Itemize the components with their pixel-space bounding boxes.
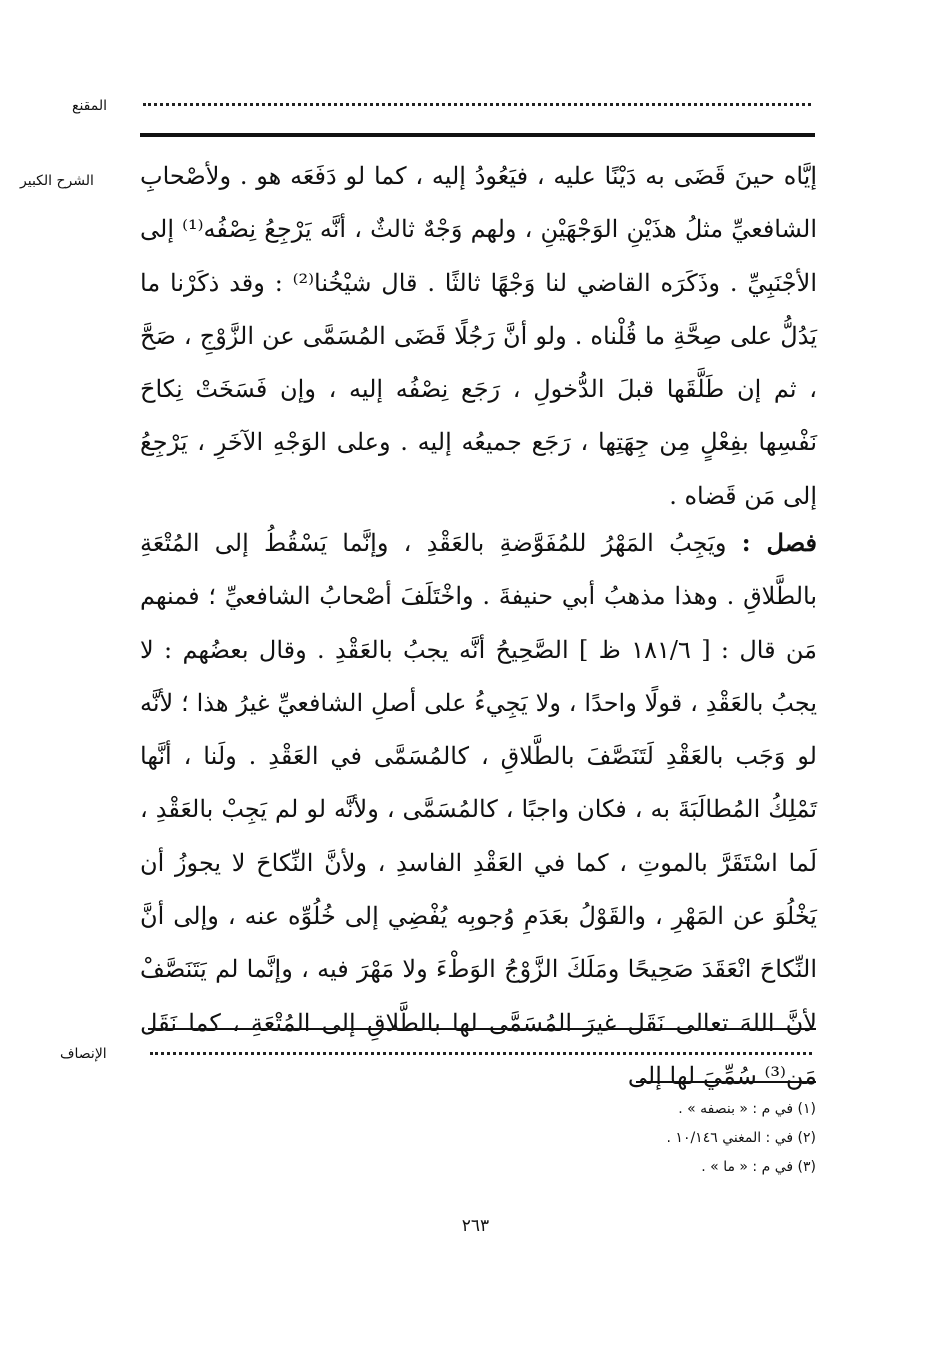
sidebar-label-insaf: الإنصاف bbox=[60, 1046, 107, 1062]
footnotes bbox=[400, 1095, 816, 1182]
sidebar-label-sharh-kabir: الشرح الكبير bbox=[20, 173, 94, 189]
paragraph-2-container bbox=[140, 516, 817, 1103]
footnote-3: (٣) في م : « ما » . bbox=[701, 1159, 816, 1175]
footnote-2: (٢) في : المغني ١٠/١٤٦ . bbox=[666, 1130, 816, 1146]
paragraph-1 bbox=[140, 150, 817, 523]
header-divider bbox=[140, 133, 815, 137]
paragraph-2-text: ويَجِبُ المَهْرُ للمُفَوَّضةِ بالعَقْدِ ، وإنَّما يَسْقُطُ إلى المُتْعَةِ بالطَّلاقِ . وهذا مذهبُ أبي حنيفةَ . واخْتَلَفَ أصْحابُ الشافعيِّ ؛ فمنهم مَن قال : [ ١٨١/٦ ظ ] الصَّحِيحُ أنَّه يجبُ بالعَقْدِ . وقال بعضُهم : لا يجبُ بالعَقْدِ ، قولًا واحدًا ، ولا يَجِيءُ على أصلِ الشافعيِّ غيرُ هذا ؛ لأنَّه لو وَجَب بالعَقْدِ لَتَنَصَّفَ بالطَّلاقِ ، كالمُسَمَّى في العَقْدِ . ولَنا ، أنَّها تَمْلِكُ المُطالَبَةَ به ، فكان واجبًا ، كالمُسَمَّى ، ولأنَّه لو لم يَجِبْ بالعَقْدِ ، لَما اسْتَقَرَّ بالموتِ ، كما في العَقْدِ الفاسدِ ، ولأنَّ النِّكاحَ لا يجوزُ أن يَخْلُوَ عن المَهْرِ ، والقَوْلُ بعَدَمِ وُجوبِه يُفْضِي إلى خُلُوِّه عنه ، وإلى أنَّ النِّكاحَ انْعَقَدَ صَحِيحًا ومَلَكَ الزَّوْجُ الوَطْءَ ولا مَهْرَ فيه ، وإنَّما لم يَتَنَصَّفْ لأنَّ اللهَ تعالى نَقَل غيرَ المُسَمَّى لها بالطَّلاقِ إلى المُتْعَةِ ، كما نَقَل مَن⁽³⁾ سُمِّيَ لها إلى bbox=[140, 529, 818, 1090]
paragraph-2 bbox=[140, 516, 817, 1103]
page-number: ٢٦٣ bbox=[461, 1216, 490, 1236]
header-label-muqni: المقنع bbox=[72, 98, 108, 114]
paragraph-1-text: إيَّاه حينَ قَضَى به دَيْنًا عليه ، فيَعُودُ إليه ، كما لو دَفَعَه هو . ولأصْحابِ الشافعيِّ مثلُ هذَيْنِ الوَجْهَيْنِ ، ولهم وَجْهٌ ثالثٌ ، أنَّه يَرْجِعُ نِصْفُه⁽¹⁾ إلى الأجْنَبِيِّ . وذَكَرَه القاضي لنا وَجْهًا ثالثًا . قال شيْخُنا⁽²⁾ : وقد ذكَرْنا ما يَدُلُّ على صِحَّةِ ما قُلْناه . ولو أنَّ رَجُلًا قَضَى المُسَمَّى عن الزَّوْجِ ، صَحَّ ، ثم إن طَلَّقَها قبلَ الدُّخولِ ، رَجَع نِصْفُه إليه ، وإن فَسَخَتْ نِكاحَ نَفْسِها بفِعْلٍ مِن جِهَتِها ، رَجَع جميعُه إليه . وعلى الوَجْهِ الآخَرِ ، يَرْجِعُ إلى مَن قَضاه . bbox=[140, 162, 818, 510]
dotted-rule-top bbox=[143, 103, 811, 106]
fasl-heading: فصل : bbox=[741, 528, 817, 557]
footnote-1: (١) في م : « بنصفه » . bbox=[678, 1101, 816, 1117]
